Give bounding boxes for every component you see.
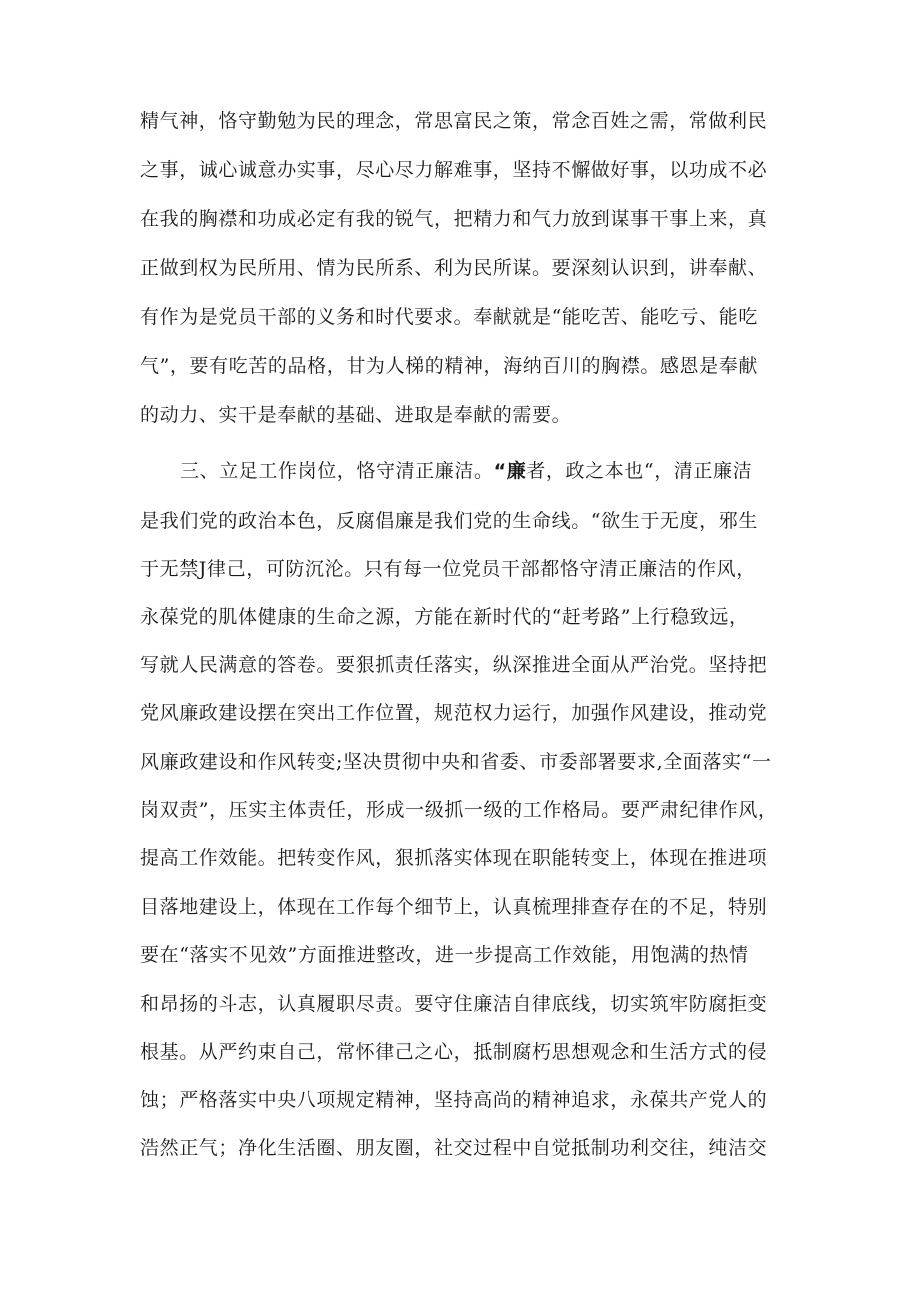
paragraph2-line-15: 浩然正气；净化生活圈、朋友圈，社交过程中自觉抵制功利交往，纯洁交	[140, 1137, 768, 1159]
paragraph2-line-12: 和昂扬的斗志，认真履职尽责。要守住廉洁自律底线，切实筑牢防腐拒变	[140, 993, 768, 1015]
section-heading: 三、立足工作岗位，恪守清正廉洁。	[180, 460, 494, 482]
paragraph2-line-5: 写就人民满意的答卷。要狠抓责任落实，纵深推进全面从严治党。坚持把	[140, 654, 768, 676]
paragraph2-line-2: 是我们党的政治本色，反腐倡廉是我们党的生命线。“欲生于无度，邪生	[140, 510, 758, 532]
paragraph1-line-2: 之事，诚心诚意办实事，尽心尽力解难事，坚持不懈做好事，以功成不必	[140, 159, 768, 181]
paragraph1-line-5: 有作为是党员干部的义务和时代要求。奉献就是“能吃苦、能吃亏、能吃	[140, 306, 758, 328]
paragraph1-line-7: 的动力、实干是奉献的基础、进取是奉献的需要。	[140, 404, 572, 426]
paragraph2-line-7: 风廉政建设和作风转变;坚决贯彻中央和省委、市委部署要求,全面落实“一	[140, 751, 772, 773]
paragraph2-line-8: 岗双责”，压实主体责任，形成一级抓一级的工作格局。要严肃纪律作风，	[140, 799, 778, 821]
paragraph2-line-11: 要在“落实不见效”方面推进整改，进一步提高工作效能，用饱满的热情	[140, 944, 749, 966]
paragraph1-line-3: 在我的胸襟和功成必定有我的锐气，把精力和气力放到谋事干事上来，真	[140, 208, 768, 230]
paragraph2-line-13: 根基。从严约束自己，常怀律己之心，抵制腐朽思想观念和生活方式的侵	[140, 1041, 768, 1063]
paragraph1-line-6: 气”，要有吃苦的品格，甘为人梯的精神，海纳百川的胸襟。感恩是奉献	[140, 355, 758, 377]
paragraph1-line-1: 精气神，恪守勤勉为民的理念，常思富民之策，常念百姓之需，常做利民	[140, 110, 768, 132]
paragraph2-line-6: 党风廉政建设摆在突出工作位置，规范权力运行，加强作风建设，推动党	[140, 702, 768, 724]
paragraph2-line-10: 目落地建设上，体现在工作每个细节上，认真梳理排查存在的不足，特别	[140, 896, 768, 918]
paragraph2-line-3: 于无禁J律己，可防沉沦。只有每一位党员干部都恪守清正廉洁的作风，	[140, 558, 756, 580]
paragraph2-line-14: 蚀；严格落实中央八项规定精神，坚持高尚的精神追求，永葆共产党人的	[140, 1089, 768, 1111]
paragraph2-line-1-rest: 者，政之本也“，清正廉洁	[526, 460, 753, 482]
paragraph2-line-9: 提高工作效能。把转变作风，狠抓落实体现在职能转变上，体现在推进项	[140, 847, 768, 869]
paragraph1-line-4: 正做到权为民所用、情为民所系、利为民所谋。要深刻认识到，讲奉献、	[140, 257, 768, 279]
paragraph2-line-1	[180, 451, 752, 491]
quote-bold: “廉	[493, 460, 527, 482]
paragraph2-line-4: 永葆党的肌体健康的生命之源，方能在新时代的“赶考路”上行稳致远，	[140, 606, 749, 628]
